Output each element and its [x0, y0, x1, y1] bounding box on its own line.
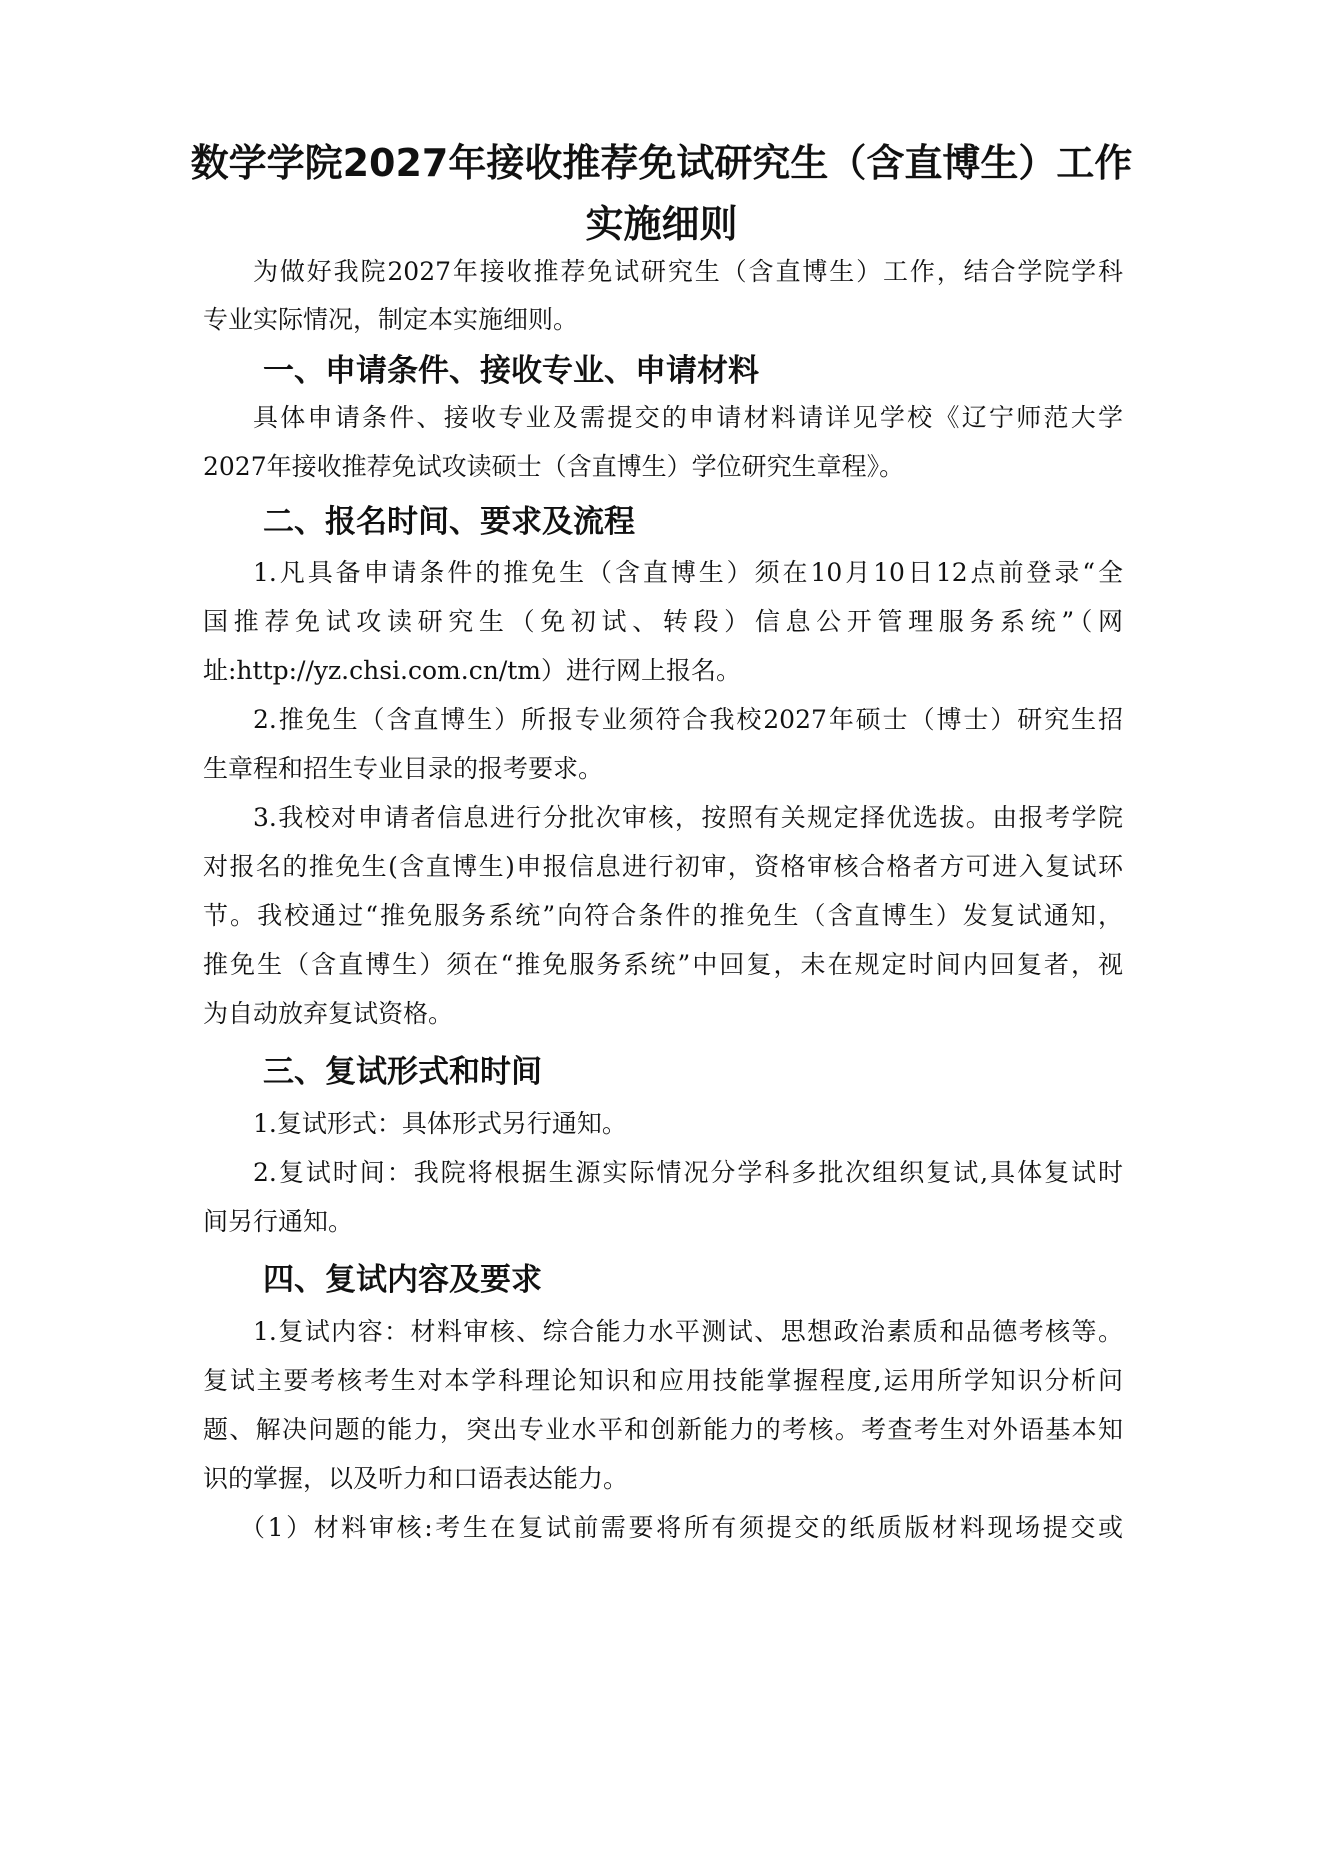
- section4-line-1: 1.复试内容：材料审核、综合能力水平测试、思想政治素质和品德考核等。: [253, 1317, 1123, 1346]
- section4-line-5: （1）材料审核:考生在复试前需要将所有须提交的纸质版材料现场提交或: [240, 1513, 1123, 1542]
- section1-heading: 一、申请条件、接收专业、申请材料: [263, 353, 759, 389]
- section2-line-8: 节。我校通过“推免服务系统”向符合条件的推免生（含直博生）发复试通知，: [203, 901, 1123, 930]
- intro-line-2: 专业实际情况，制定本实施细则。: [203, 305, 579, 334]
- section3-line-3: 间另行通知。: [203, 1207, 354, 1236]
- section2-line-2: 国推荐免试攻读研究生（免初试、转段）信息公开管理服务系统”（网: [203, 607, 1123, 636]
- section2-heading: 二、报名时间、要求及流程: [263, 504, 635, 540]
- section1-line-2: 2027年接收推荐免试攻读硕士（含直博生）学位研究生章程》。: [203, 452, 905, 481]
- section2-line-4: 2.推免生（含直博生）所报专业须符合我校2027年硕士（博士）研究生招: [253, 705, 1123, 734]
- section4-heading: 四、复试内容及要求: [263, 1262, 542, 1298]
- section4-line-4: 识的掌握，以及听力和口语表达能力。: [203, 1464, 629, 1493]
- section4-line-3: 题、解决问题的能力，突出专业水平和创新能力的考核。考查考生对外语基本知: [203, 1415, 1123, 1444]
- section3-line-2: 2.复试时间：我院将根据生源实际情况分学科多批次组织复试,具体复试时: [253, 1158, 1123, 1187]
- section2-line-1: 1.凡具备申请条件的推免生（含直博生）须在10月10日12点前登录“全: [253, 558, 1123, 587]
- section2-line-6: 3.我校对申请者信息进行分批次审核，按照有关规定择优选拔。由报考学院: [253, 803, 1123, 832]
- section2-line-7: 对报名的推免生(含直博生)申报信息进行初审，资格审核合格者方可进入复试环: [203, 852, 1123, 881]
- section2-line-3: 址:http://yz.chsi.com.cn/tm）进行网上报名。: [203, 656, 741, 685]
- section2-line-10: 为自动放弃复试资格。: [203, 999, 454, 1028]
- section2-line-5: 生章程和招生专业目录的报考要求。: [203, 754, 604, 783]
- section1-line-1: 具体申请条件、接收专业及需提交的申请材料请详见学校《辽宁师范大学: [253, 403, 1123, 432]
- section3-heading: 三、复试形式和时间: [263, 1054, 542, 1090]
- section2-line-9: 推免生（含直博生）须在“推免服务系统”中回复，未在规定时间内回复者，视: [203, 950, 1123, 979]
- section4-line-2: 复试主要考核考生对本学科理论知识和应用技能掌握程度,运用所学知识分析问: [203, 1366, 1123, 1395]
- document-title-line2: 实施细则: [585, 202, 738, 246]
- section3-line-1: 1.复试形式：具体形式另行通知。: [253, 1109, 627, 1138]
- document-title-line1: 数学学院2027年接收推荐免试研究生（含直博生）工作: [190, 141, 1133, 185]
- intro-line-1: 为做好我院2027年接收推荐免试研究生（含直博生）工作，结合学院学科: [253, 257, 1123, 286]
